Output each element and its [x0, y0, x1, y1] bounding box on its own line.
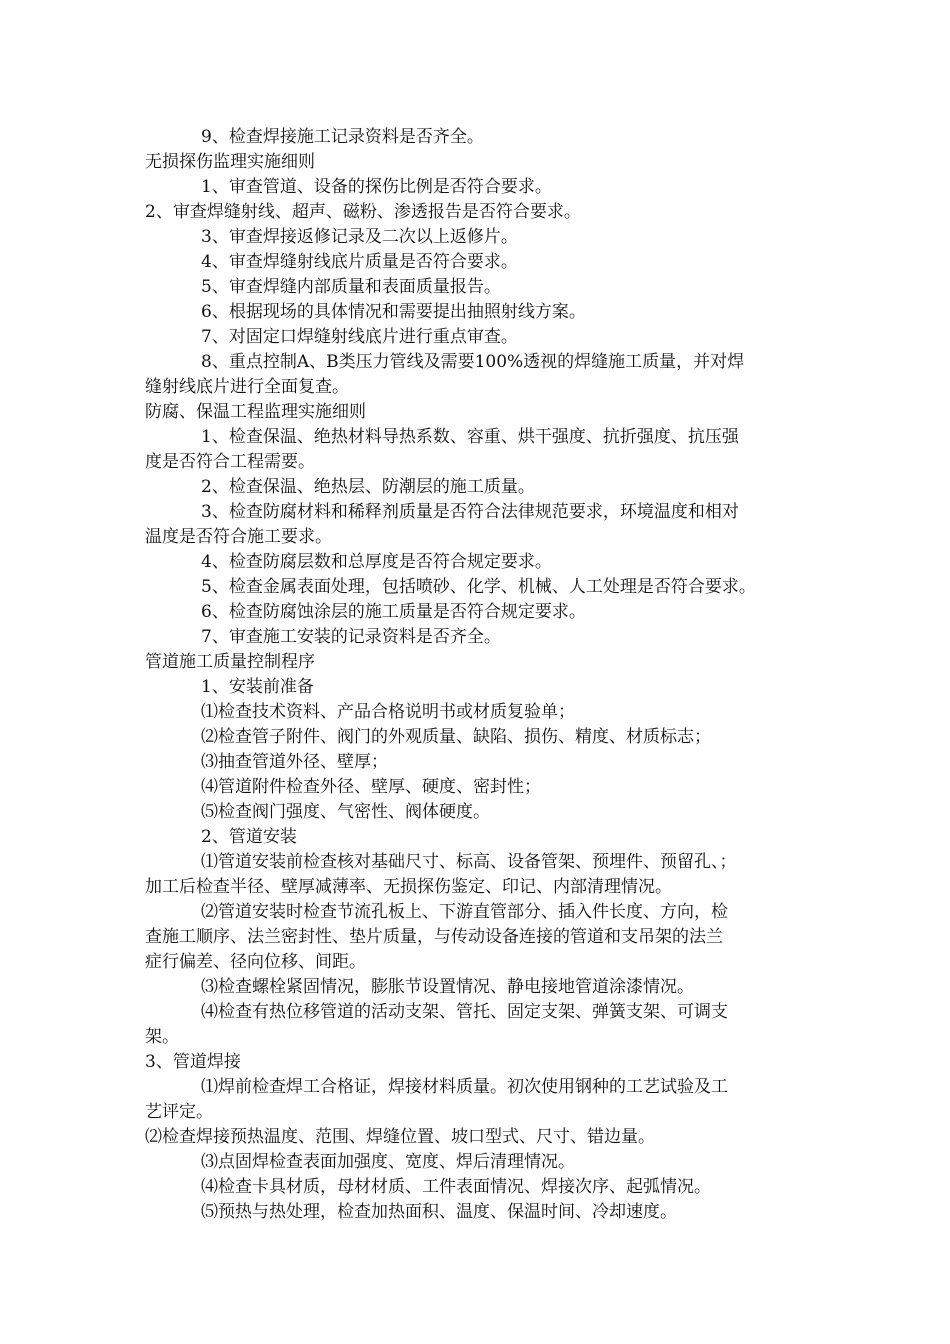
- text-line: 6、检查防腐蚀涂层的施工质量是否符合规定要求。: [201, 602, 586, 622]
- text-line: ⑸预热与热处理，检查加热面积、温度、保温时间、冷却速度。: [201, 1202, 677, 1222]
- text-line: 6、根据现场的具体情况和需要提出抽照射线方案。: [201, 302, 586, 322]
- text-line: 加工后检查半径、壁厚减薄率、无损探伤鉴定、印记、内部清理情况。: [145, 877, 672, 897]
- text-line: ⑸检查阀门强度、气密性、阀体硬度。: [201, 802, 490, 822]
- text-line: ⑵管道安装时检查节流孔板上、下游直管部分、插入件长度、方向，检: [201, 902, 728, 922]
- text-line: ⑷管道附件检查外径、壁厚、硬度、密封性；: [201, 777, 541, 797]
- text-line: ⑵检查焊接预热温度、范围、焊缝位置、坡口型式、尺寸、错边量。: [145, 1127, 655, 1147]
- text-line: ⑷检查卡具材质，母材材质、工件表面情况、焊接次序、起弧情况。: [201, 1177, 711, 1197]
- text-line: 架。: [145, 1027, 179, 1047]
- text-line: 查施工顺序、法兰密封性、垫片质量，与传动设备连接的管道和支吊架的法兰: [145, 927, 723, 947]
- text-line: ⑷检查有热位移管道的活动支架、管托、固定支架、弹簧支架、可调支: [201, 1002, 728, 1022]
- text-line: 3、管道焊接: [145, 1052, 241, 1072]
- text-line: 4、检查防腐层数和总厚度是否符合规定要求。: [201, 552, 552, 572]
- text-line: 2、审查焊缝射线、超声、磁粉、渗透报告是否符合要求。: [145, 202, 581, 222]
- text-line: 5、审查焊缝内部质量和表面质量报告。: [201, 277, 501, 297]
- text-line: 4、审查焊缝射线底片质量是否符合要求。: [201, 252, 518, 272]
- text-line: ⑶点固焊检查表面加强度、宽度、焊后清理情况。: [201, 1152, 575, 1172]
- text-line: 1、检查保温、绝热材料导热系数、容重、烘干强度、抗折强度、抗压强: [201, 427, 739, 447]
- text-line: 7、审查施工安装的记录资料是否齐全。: [201, 627, 501, 647]
- text-line: ⑶检查螺栓紧固情况，膨胀节设置情况、静电接地管道涂漆情况。: [201, 977, 694, 997]
- text-line: 3、审查焊接返修记录及二次以上返修片。: [201, 227, 518, 247]
- text-line: 2、检查保温、绝热层、防潮层的施工质量。: [201, 477, 535, 497]
- text-line: 1、安装前准备: [201, 677, 314, 697]
- text-line: 2、管道安装: [201, 827, 297, 847]
- text-line: 1、审查管道、设备的探伤比例是否符合要求。: [201, 177, 552, 197]
- text-line: 7、对固定口焊缝射线底片进行重点审查。: [201, 327, 518, 347]
- text-line: 5、检查金属表面处理，包括喷砂、化学、机械、人工处理是否符合要求。: [201, 577, 756, 597]
- text-line: 8、重点控制A、B类压力管线及需要100%透视的焊缝施工质量，并对焊: [201, 352, 745, 372]
- text-line: 9、检查焊接施工记录资料是否齐全。: [201, 127, 484, 147]
- text-line: ⑶抽查管道外径、壁厚；: [201, 752, 388, 772]
- text-line: 艺评定。: [145, 1102, 213, 1122]
- text-line: 温度是否符合施工要求。: [145, 527, 332, 547]
- text-line: ⑵检查管子附件、阀门的外观质量、缺陷、损伤、精度、材质标志；: [201, 727, 711, 747]
- text-line: ⑴管道安装前检查核对基础尺寸、标高、设备管架、预埋件、预留孔、；: [201, 852, 737, 872]
- text-line: 3、检查防腐材料和稀释剂质量是否符合法律规范要求，环境温度和相对: [201, 502, 739, 522]
- text-line: ⑴焊前检查焊工合格证，焊接材料质量。初次使用钢种的工艺试验及工: [201, 1077, 728, 1097]
- text-line: 缝射线底片进行全面复查。: [145, 377, 349, 397]
- text-line: 度是否符合工程需要。: [145, 452, 315, 472]
- section-heading: 无损探伤监理实施细则: [145, 152, 315, 172]
- text-line: 症行偏差、径向位移、间距。: [145, 952, 366, 972]
- text-line: ⑴检查技术资料、产品合格说明书或材质复验单；: [201, 702, 575, 722]
- section-heading: 管道施工质量控制程序: [145, 652, 315, 672]
- section-heading: 防腐、保温工程监理实施细则: [145, 402, 366, 422]
